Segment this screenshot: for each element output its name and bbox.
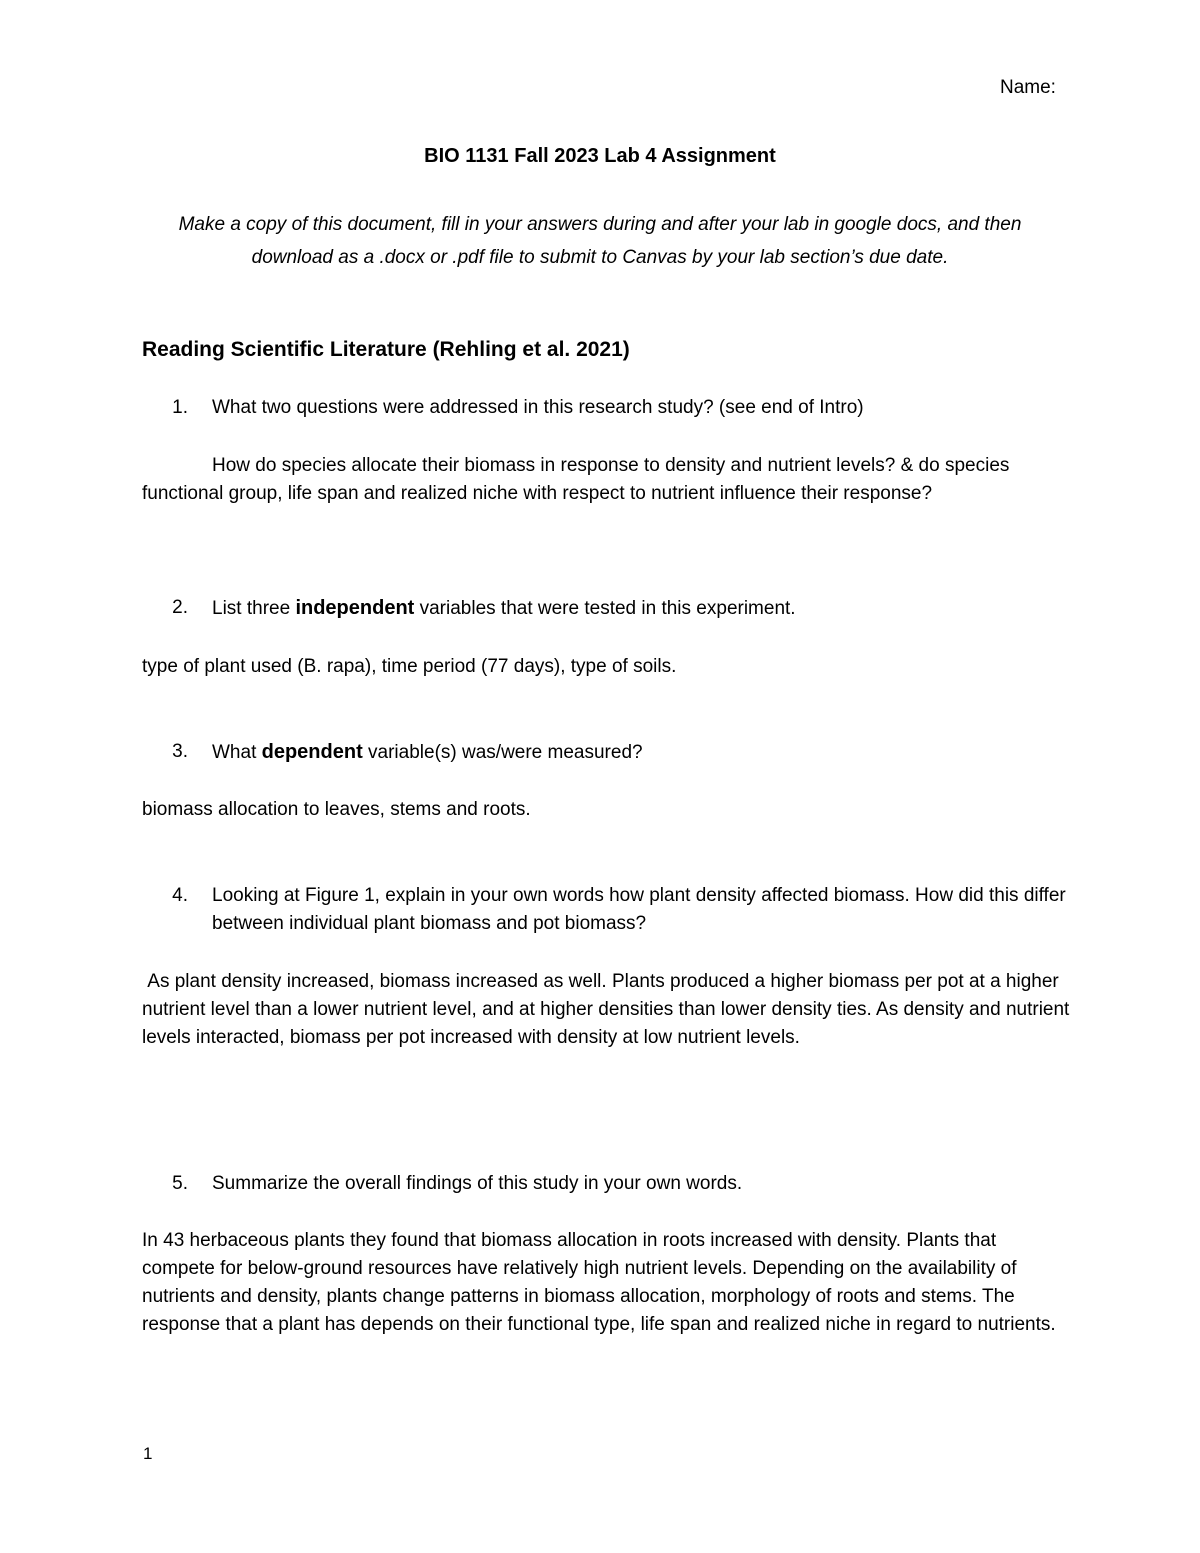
question-number-3: 3. [172, 741, 188, 762]
question-text-2-before: List three [212, 598, 296, 619]
question-number-1: 1. [172, 397, 188, 418]
instructions-text: Make a copy of this document, fill in your answers during and after your lab in google docs, and then download as a .docx or .pdf file to submit to Canvas by your lab section’s due date. [178, 214, 1022, 268]
question-number-5: 5. [172, 1173, 188, 1194]
question-text-1: What two questions were addressed in this research study? (see end of Intro) [212, 397, 864, 418]
answer-5: In 43 herbaceous plants they found that biomass allocation in roots increased with density. Plants that compete for below-ground resources have relatively high nutrient levels. Depending on the availability of nutrients and density, plants change patterns in biomass allocation, morphology of roots and stems. The response that a plant has depends on their functional type, life span and realized niche in regard to nutrients. [142, 1230, 1056, 1335]
answer-3: biomass allocation to leaves, stems and roots. [142, 799, 531, 820]
question-number-4: 4. [172, 885, 188, 906]
question-text-2 [212, 594, 1072, 623]
section-heading: Reading Scientific Literature (Rehling et al. 2021) [142, 338, 630, 361]
question-text-4: Looking at Figure 1, explain in your own words how plant density affected biomass. How did this differ between individual plant biomass and pot biomass? [212, 885, 1066, 934]
question-text-3 [212, 738, 1072, 767]
document-title: BIO 1131 Fall 2023 Lab 4 Assignment [424, 145, 776, 167]
question-text-3-before: What [212, 742, 262, 763]
answer-2: type of plant used (B. rapa), time period (77 days), type of soils. [142, 656, 677, 677]
question-number-2: 2. [172, 597, 188, 618]
name-label: Name: [1000, 77, 1056, 98]
keyword-independent: independent [295, 597, 415, 619]
answer-1: How do species allocate their biomass in response to density and nutrient levels? & do species functional group, life span and realized niche with respect to nutrient influence their response? [142, 455, 1010, 504]
keyword-dependent: dependent [261, 741, 363, 763]
question-text-2-after: variables that were tested in this experiment. [414, 598, 796, 619]
question-text-5: Summarize the overall findings of this study in your own words. [212, 1173, 743, 1194]
question-text-3-after: variable(s) was/were measured? [362, 742, 643, 763]
page-number: 1 [143, 1444, 153, 1463]
answer-4: As plant density increased, biomass increased as well. Plants produced a higher biomass per pot at a higher nutrient level than a lower nutrient level, and at higher densities than lower density ties. As density and nutrient levels interacted, biomass per pot increased with density at low nutrient levels. [142, 971, 1075, 1048]
